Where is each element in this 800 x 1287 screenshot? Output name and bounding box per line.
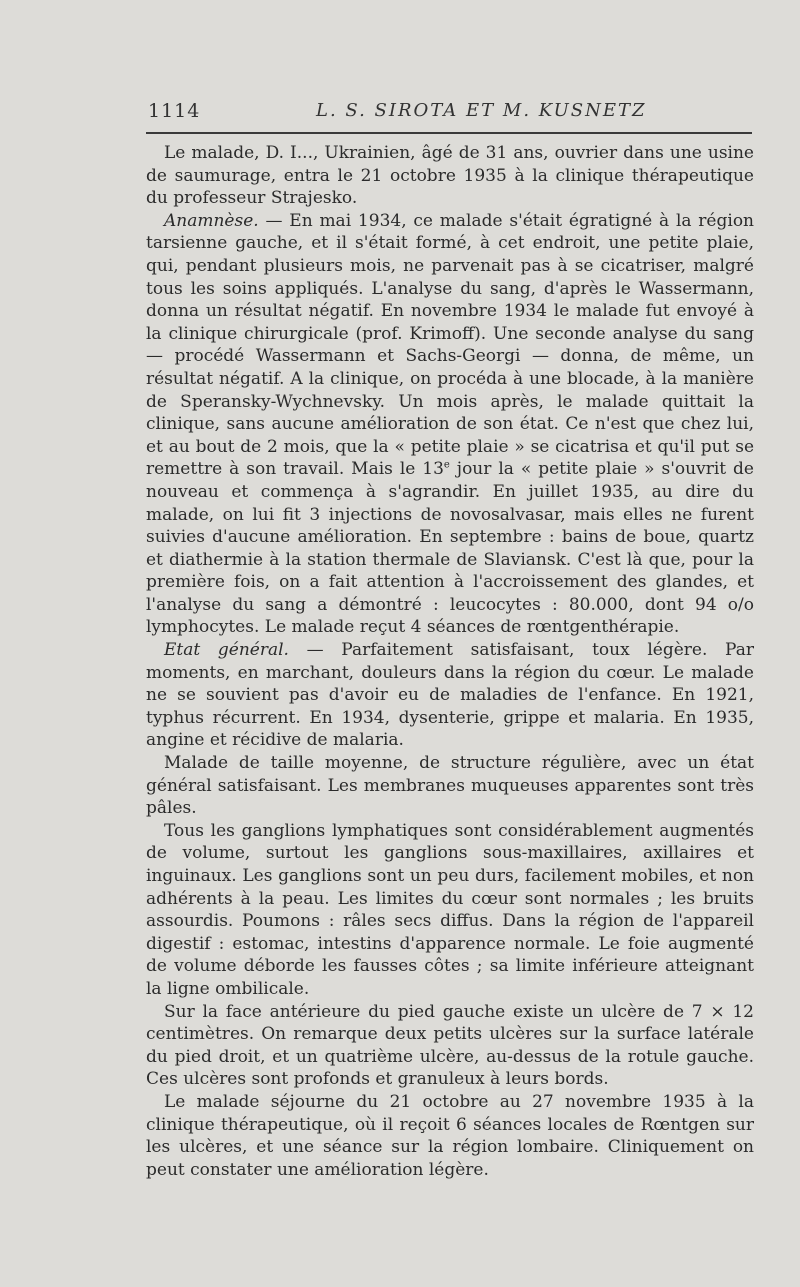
header-rule xyxy=(146,132,752,134)
paragraph-5 xyxy=(146,820,754,1001)
paragraph-anamnese xyxy=(146,210,754,639)
page-header xyxy=(148,100,752,124)
paragraph-4 xyxy=(146,752,754,820)
anamnese-label: Anamnèse. xyxy=(164,210,259,231)
running-head: L. S. SIROTA ET M. KUSNETZ xyxy=(316,100,647,121)
paragraph-etat-general xyxy=(146,639,754,752)
paragraph-7-text: Le malade séjourne du 21 octobre au 27 novembre 1935 à la clinique thérapeutique, où il reçoit 6 séances locales de Rœntgen sur les ulcères, et une séance sur la région lombaire. Cliniquement on peut constater une amélioration légère. xyxy=(146,1091,754,1180)
anamnese-text-1: — En mai 1934, ce malade s'était égratigné à la région tarsienne gauche, et il s'était formé, à cet endroit, une petite plaie, qui, pendant plusieurs mois, ne parvenait pas à se cicatriser, malgré tous les soins appliqués. L'analyse du sang, d'après le Wassermann, donna un résultat négatif. En novembre 1934 le malade fut envoyé à la clinique chirurgicale (prof. Krimoff). Une seconde analyse du sang — procédé Wassermann et Sachs-Georgi — donna, de même, un résultat négatif. A la clinique, on procéda à une blocade, à la manière de Speransky-Wychnevsky. Un mois après, le malade quittait la clinique, sans aucune amélioration de son état. Ce n'est que chez lui, et au bout de 2 mois, que la « petite plaie » se cicatrisa et qu'il put se remettre à son travail. Mais le 13 xyxy=(146,210,754,480)
etat-general-text: — Parfaitement satisfaisant, toux légère. Par moments, en marchant, douleurs dans la région du cœur. Le malade ne se souvient pas d'avoir eu de maladies de l'enfance. En 1921, typhus récurrent. En 1934, dysenterie, grippe et malaria. En 1935, angine et récidive de malaria. xyxy=(146,640,754,751)
etat-general-label: Etat général. xyxy=(164,640,289,661)
paragraph-6-text: Sur la face antérieure du pied gauche existe un ulcère de 7 × 12 centimètres. On remarque deux petits ulcères sur la surface latérale du pied droit, et un quatrième ulcère, au-dessus de la rotule gauche. Ces ulcères sont profonds et granuleux à leurs bords. xyxy=(146,1001,754,1090)
paragraph-1-text: Le malade, D. I..., Ukrainien, âgé de 31 ans, ouvrier dans une usine de saumurage, entra le 21 octobre 1935 à la clinique thérapeutique du professeur Strajesko. xyxy=(146,143,754,209)
paragraph-7 xyxy=(146,1091,754,1181)
paragraph-5-text: Tous les ganglions lymphatiques sont considérablement augmentés de volume, surtout les ganglions sous-maxillaires, axillaires et inguinaux. Les ganglions sont un peu durs, facilement mobiles, et non adhérents à la peau. Les limites du cœur sont normales ; les bruits assourdis. Poumons : râles secs diffus. Dans la région de l'appareil digestif : estomac, intestins d'apparence normale. Le foie augmenté de volume déborde les fausses côtes ; sa limite inférieure atteignant la ligne ombilicale. xyxy=(146,820,754,999)
paragraph-1 xyxy=(146,142,754,210)
body-text xyxy=(146,142,754,1181)
paragraph-4-text: Malade de taille moyenne, de structure régulière, avec un état général satisfaisant. Les membranes muqueuses apparentes sont très pâles. xyxy=(146,753,754,819)
page-number: 1114 xyxy=(148,100,201,122)
superscript-e: e xyxy=(443,459,450,471)
anamnese-text-2: jour la « petite plaie » s'ouvrit de nouveau et commença à s'agrandir. En juillet 1935, au dire du malade, on lui fit 3 injections de novosalvasar, mais elles ne furent suivies d'aucune amélioration. En septembre : bains de boue, quartz et diathermie à la station thermale de Slaviansk. C'est là que, pour la première fois, on a fait attention à l'accroissement des glandes, et l'analyse du sang a démontré : leucocytes : 80.000, dont 94 o/o lymphocytes. Le malade reçut 4 séances de rœntgenthérapie. xyxy=(146,459,754,638)
paragraph-6 xyxy=(146,1001,754,1091)
